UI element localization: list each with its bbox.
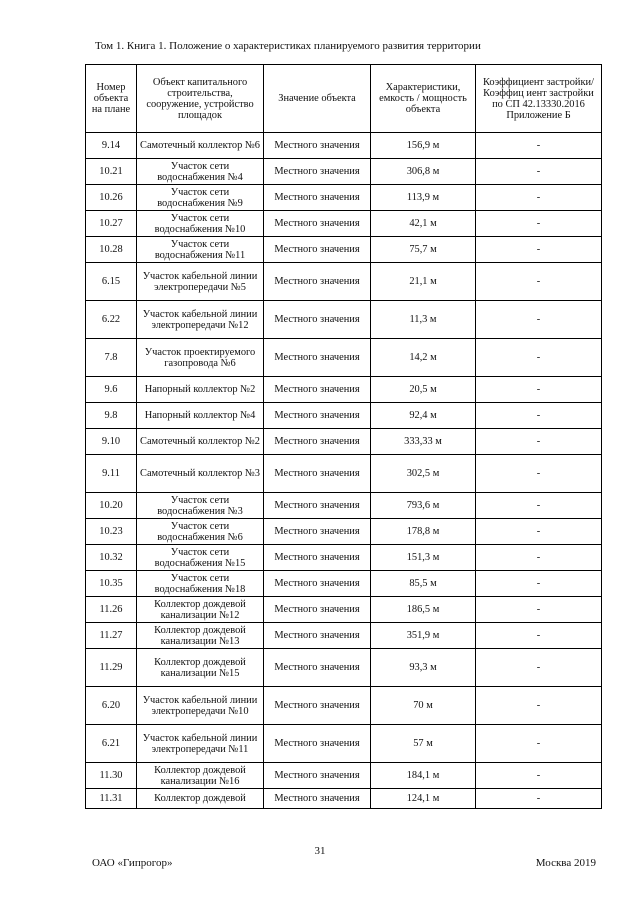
column-header-capacity: Характеристики, емкость / мощность объекта xyxy=(371,65,476,133)
cell-number: 11.26 xyxy=(86,597,137,623)
cell-capacity: 70 м xyxy=(371,687,476,725)
cell-significance: Местного значения xyxy=(264,263,371,301)
cell-coefficient: - xyxy=(476,263,602,301)
page-number: 31 xyxy=(314,845,326,857)
page-header: Том 1. Книга 1. Положение о характеристиках планируемого развития территории xyxy=(95,40,481,52)
table-row xyxy=(86,377,602,403)
cell-number: 9.6 xyxy=(86,377,137,403)
cell-significance: Местного значения xyxy=(264,377,371,403)
cell-coefficient: - xyxy=(476,789,602,809)
cell-coefficient: - xyxy=(476,377,602,403)
cell-capacity: 20,5 м xyxy=(371,377,476,403)
cell-object: Участок кабельной линии электропередачи №10 xyxy=(137,687,264,725)
cell-object: Напорный коллектор №4 xyxy=(137,403,264,429)
cell-capacity: 351,9 м xyxy=(371,623,476,649)
table-row xyxy=(86,763,602,789)
cell-significance: Местного значения xyxy=(264,493,371,519)
cell-significance: Местного значения xyxy=(264,789,371,809)
cell-object: Коллектор дождевой xyxy=(137,789,264,809)
cell-capacity: 186,5 м xyxy=(371,597,476,623)
cell-object: Участок кабельной линии электропередачи №12 xyxy=(137,301,264,339)
cell-capacity: 151,3 м xyxy=(371,545,476,571)
cell-object: Участок сети водоснабжения №11 xyxy=(137,237,264,263)
table-row xyxy=(86,455,602,493)
cell-coefficient: - xyxy=(476,403,602,429)
footer-organization: ОАО «Гипрогор» xyxy=(92,857,173,869)
column-header-number: Номер объекта на плане xyxy=(86,65,137,133)
cell-object: Самотечный коллектор №6 xyxy=(137,133,264,159)
cell-significance: Местного значения xyxy=(264,649,371,687)
cell-capacity: 113,9 м xyxy=(371,185,476,211)
cell-object: Коллектор дождевой канализации №13 xyxy=(137,623,264,649)
table-row xyxy=(86,403,602,429)
table-row xyxy=(86,687,602,725)
cell-object: Самотечный коллектор №3 xyxy=(137,455,264,493)
cell-coefficient: - xyxy=(476,687,602,725)
cell-capacity: 42,1 м xyxy=(371,211,476,237)
cell-number: 9.10 xyxy=(86,429,137,455)
cell-object: Самотечный коллектор №2 xyxy=(137,429,264,455)
cell-number: 9.8 xyxy=(86,403,137,429)
table-row xyxy=(86,301,602,339)
cell-capacity: 21,1 м xyxy=(371,263,476,301)
table-row xyxy=(86,237,602,263)
cell-capacity: 93,3 м xyxy=(371,649,476,687)
cell-number: 10.21 xyxy=(86,159,137,185)
cell-significance: Местного значения xyxy=(264,429,371,455)
cell-significance: Местного значения xyxy=(264,133,371,159)
cell-object: Участок сети водоснабжения №9 xyxy=(137,185,264,211)
cell-significance: Местного значения xyxy=(264,571,371,597)
cell-capacity: 57 м xyxy=(371,725,476,763)
cell-capacity: 85,5 м xyxy=(371,571,476,597)
cell-capacity: 793,6 м xyxy=(371,493,476,519)
cell-coefficient: - xyxy=(476,455,602,493)
table-row xyxy=(86,545,602,571)
cell-coefficient: - xyxy=(476,763,602,789)
table-row xyxy=(86,493,602,519)
cell-number: 10.23 xyxy=(86,519,137,545)
cell-object: Участок сети водоснабжения №10 xyxy=(137,211,264,237)
cell-coefficient: - xyxy=(476,237,602,263)
table-row xyxy=(86,339,602,377)
cell-number: 6.21 xyxy=(86,725,137,763)
cell-number: 11.27 xyxy=(86,623,137,649)
cell-object: Напорный коллектор №2 xyxy=(137,377,264,403)
cell-capacity: 124,1 м xyxy=(371,789,476,809)
cell-capacity: 302,5 м xyxy=(371,455,476,493)
table-row xyxy=(86,623,602,649)
cell-object: Участок сети водоснабжения №15 xyxy=(137,545,264,571)
cell-capacity: 184,1 м xyxy=(371,763,476,789)
cell-number: 9.11 xyxy=(86,455,137,493)
cell-object: Участок сети водоснабжения №6 xyxy=(137,519,264,545)
cell-object: Участок сети водоснабжения №4 xyxy=(137,159,264,185)
cell-significance: Местного значения xyxy=(264,403,371,429)
cell-significance: Местного значения xyxy=(264,301,371,339)
cell-significance: Местного значения xyxy=(264,339,371,377)
cell-capacity: 11,3 м xyxy=(371,301,476,339)
column-header-object: Объект капитального строительства, сооружение, устройство площадок xyxy=(137,65,264,133)
cell-object: Коллектор дождевой канализации №16 xyxy=(137,763,264,789)
cell-number: 6.15 xyxy=(86,263,137,301)
table-header-row xyxy=(86,65,602,133)
cell-coefficient: - xyxy=(476,339,602,377)
cell-coefficient: - xyxy=(476,545,602,571)
cell-coefficient: - xyxy=(476,623,602,649)
table-row xyxy=(86,725,602,763)
cell-significance: Местного значения xyxy=(264,545,371,571)
cell-coefficient: - xyxy=(476,725,602,763)
footer-city-year: Москва 2019 xyxy=(535,857,596,869)
table-row xyxy=(86,429,602,455)
cell-capacity: 14,2 м xyxy=(371,339,476,377)
table-row xyxy=(86,571,602,597)
column-header-coefficient: Коэффициент застройки/Коэффиц иент застройки по СП 42.13330.2016 Приложение Б xyxy=(476,65,602,133)
cell-object: Участок проектируемого газопровода №6 xyxy=(137,339,264,377)
cell-significance: Местного значения xyxy=(264,597,371,623)
cell-number: 11.31 xyxy=(86,789,137,809)
cell-number: 10.26 xyxy=(86,185,137,211)
cell-number: 10.27 xyxy=(86,211,137,237)
cell-significance: Местного значения xyxy=(264,185,371,211)
cell-number: 10.32 xyxy=(86,545,137,571)
cell-number: 10.20 xyxy=(86,493,137,519)
cell-significance: Местного значения xyxy=(264,237,371,263)
cell-coefficient: - xyxy=(476,133,602,159)
cell-significance: Местного значения xyxy=(264,211,371,237)
cell-significance: Местного значения xyxy=(264,519,371,545)
cell-object: Участок кабельной линии электропередачи №11 xyxy=(137,725,264,763)
cell-object: Коллектор дождевой канализации №12 xyxy=(137,597,264,623)
cell-coefficient: - xyxy=(476,571,602,597)
cell-number: 10.35 xyxy=(86,571,137,597)
cell-object: Коллектор дождевой канализации №15 xyxy=(137,649,264,687)
cell-coefficient: - xyxy=(476,185,602,211)
objects-table xyxy=(85,64,602,809)
cell-number: 6.22 xyxy=(86,301,137,339)
cell-coefficient: - xyxy=(476,429,602,455)
table-row xyxy=(86,519,602,545)
cell-coefficient: - xyxy=(476,597,602,623)
table-row xyxy=(86,133,602,159)
cell-coefficient: - xyxy=(476,519,602,545)
cell-significance: Местного значения xyxy=(264,623,371,649)
cell-coefficient: - xyxy=(476,159,602,185)
cell-coefficient: - xyxy=(476,649,602,687)
table-row xyxy=(86,159,602,185)
column-header-significance: Значение объекта xyxy=(264,65,371,133)
cell-object: Участок сети водоснабжения №3 xyxy=(137,493,264,519)
cell-number: 6.20 xyxy=(86,687,137,725)
table-row xyxy=(86,263,602,301)
cell-number: 11.30 xyxy=(86,763,137,789)
cell-number: 10.28 xyxy=(86,237,137,263)
cell-capacity: 92,4 м xyxy=(371,403,476,429)
cell-capacity: 306,8 м xyxy=(371,159,476,185)
cell-number: 11.29 xyxy=(86,649,137,687)
table-row xyxy=(86,789,602,809)
table-row xyxy=(86,211,602,237)
cell-object: Участок кабельной линии электропередачи №5 xyxy=(137,263,264,301)
cell-significance: Местного значения xyxy=(264,687,371,725)
cell-significance: Местного значения xyxy=(264,763,371,789)
cell-number: 9.14 xyxy=(86,133,137,159)
cell-object: Участок сети водоснабжения №18 xyxy=(137,571,264,597)
cell-capacity: 156,9 м xyxy=(371,133,476,159)
cell-coefficient: - xyxy=(476,301,602,339)
cell-number: 7.8 xyxy=(86,339,137,377)
cell-coefficient: - xyxy=(476,211,602,237)
cell-coefficient: - xyxy=(476,493,602,519)
cell-significance: Местного значения xyxy=(264,725,371,763)
cell-significance: Местного значения xyxy=(264,159,371,185)
table-row xyxy=(86,185,602,211)
table-row xyxy=(86,649,602,687)
cell-capacity: 178,8 м xyxy=(371,519,476,545)
cell-capacity: 75,7 м xyxy=(371,237,476,263)
table-row xyxy=(86,597,602,623)
cell-significance: Местного значения xyxy=(264,455,371,493)
cell-capacity: 333,33 м xyxy=(371,429,476,455)
